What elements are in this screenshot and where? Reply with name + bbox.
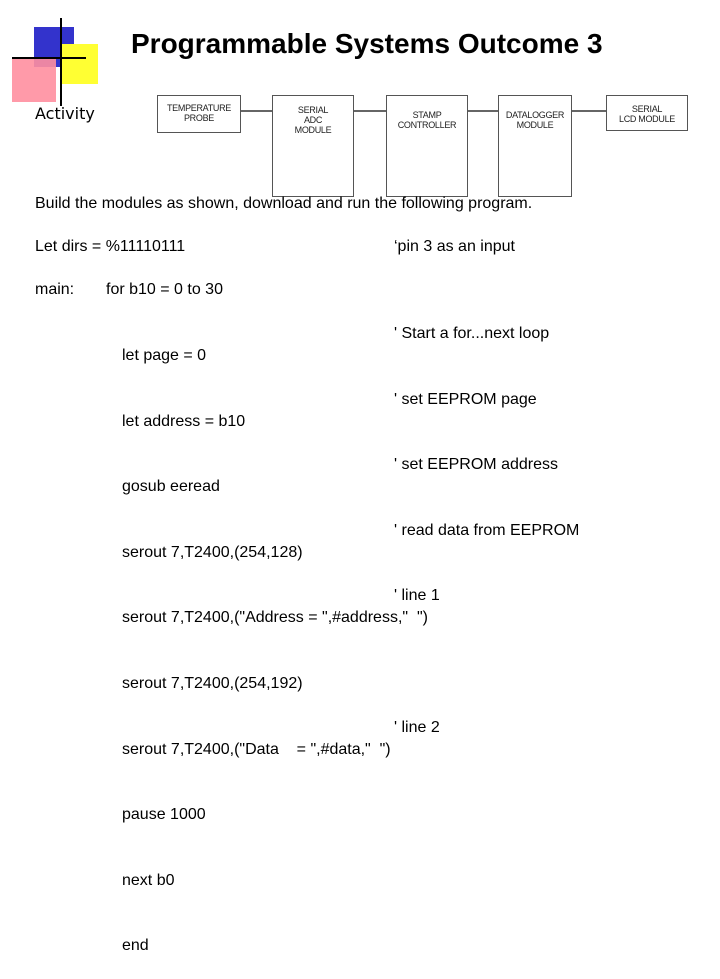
module-label: SERIAL ADC MODULE [294, 105, 332, 135]
dirs-comment: ‘pin 3 as an input [394, 238, 515, 255]
for-line: for b10 = 0 to 30 [106, 281, 223, 298]
code-comment: ' line 2 [394, 718, 440, 736]
code-line: next b0 [122, 871, 175, 889]
activity-label: Activity [35, 104, 95, 123]
code-comment: ' set EEPROM page [394, 390, 537, 408]
module-serial-lcd [606, 95, 688, 131]
module-serial-adc [272, 95, 354, 197]
decor-pink-square [12, 58, 56, 102]
program-comments [394, 279, 579, 760]
page-title: Programmable Systems Outcome 3 [131, 28, 603, 59]
decor-vertical-line [60, 18, 62, 106]
code-line: serout 7,T2400,("Address = ",#address," ") [122, 609, 428, 627]
instruction-text: Build the modules as shown, download and run the following program. [35, 195, 533, 212]
code-comment: ' read data from EEPROM [394, 521, 580, 539]
module-label: SERIAL LCD MODULE [618, 104, 675, 124]
code-line: let page = 0 [122, 347, 207, 364]
code-line: serout 7,T2400,("Data = ",#data," ") [122, 740, 391, 758]
decor-yellow-square [60, 44, 98, 84]
module-label: DATALOGGER MODULE [505, 110, 565, 130]
decor-horizontal-line [12, 57, 86, 59]
code-line: let address = b10 [122, 412, 246, 430]
module-datalogger [498, 95, 572, 197]
module-label: TEMPERATURE PROBE [166, 103, 232, 123]
module-stamp-controller [386, 95, 468, 197]
dirs-line: Let dirs = %11110111 [35, 238, 186, 255]
code-comment: ' set EEPROM address [394, 456, 558, 474]
main-label: main: [35, 281, 75, 298]
code-line: serout 7,T2400,(254,192) [122, 674, 303, 692]
code-comment: ' Start a for...next loop [394, 325, 550, 342]
module-temperature-probe [157, 95, 241, 133]
code-line: end [122, 937, 149, 955]
code-comment: ' line 1 [394, 587, 440, 605]
code-line: serout 7,T2400,(254,128) [122, 543, 303, 561]
module-label: STAMP CONTROLLER [397, 110, 457, 130]
code-line: gosub eeread [122, 478, 220, 496]
code-comment [394, 651, 579, 673]
code-line: pause 1000 [122, 806, 206, 824]
program-body [122, 301, 428, 979]
